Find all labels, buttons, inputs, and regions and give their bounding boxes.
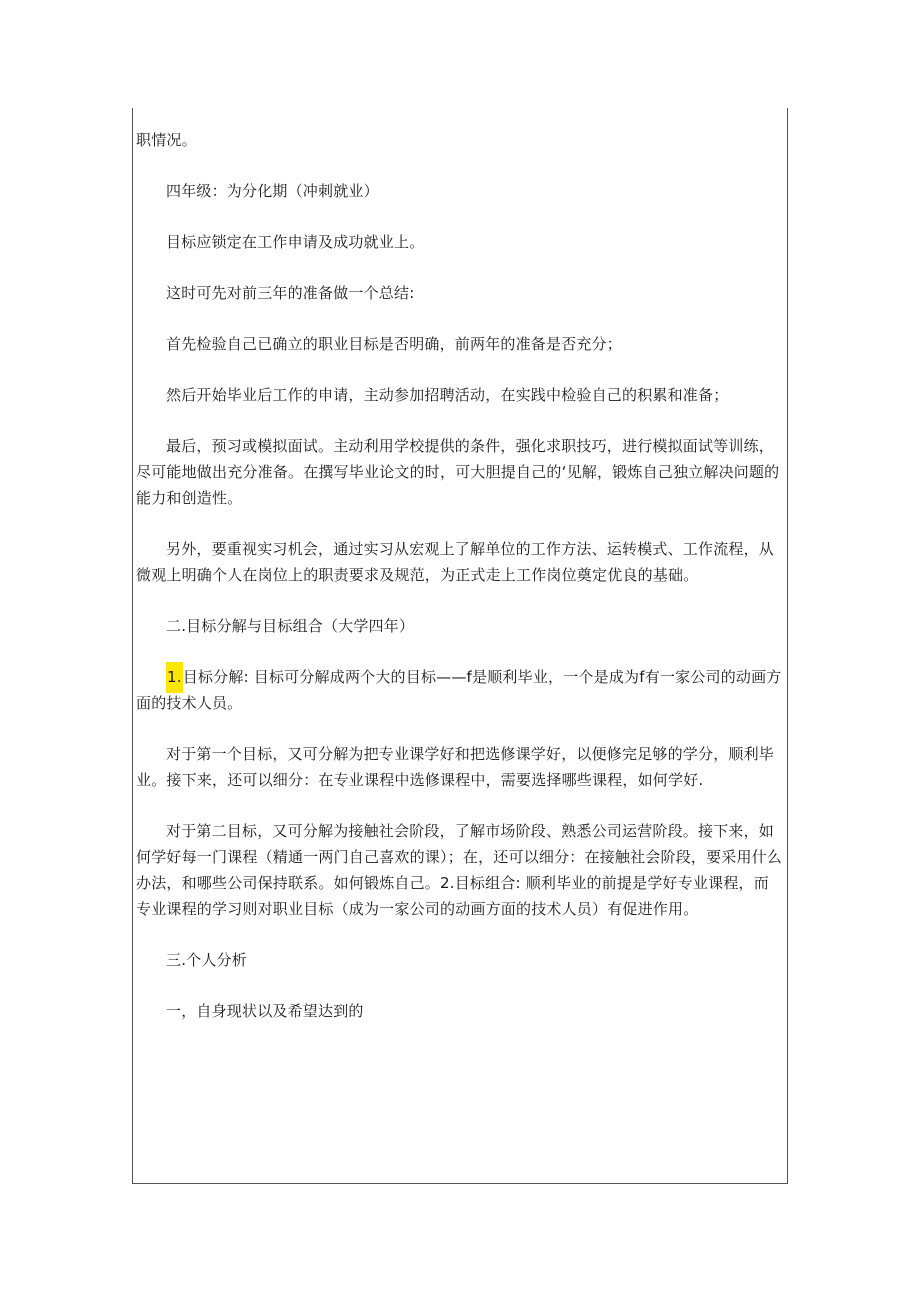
highlight-marker: 1.: [166, 662, 183, 693]
paragraph-section-heading: 三.个人分析: [166, 951, 247, 969]
paragraph: 目标应锁定在工作申请及成功就业上。: [166, 233, 425, 251]
paragraph-highlighted: [136, 664, 784, 716]
paragraph-continuation: 职情况。: [136, 131, 197, 149]
paragraph-text: 目标分解: 目标可分解成两个大的目标——f是顺利毕业，一个是成为f有一家公司的动画方面的技术人员。: [136, 668, 782, 712]
paragraph: 对于第二目标，又可分解为接触社会阶段，了解市场阶段、熟悉公司运营阶段。接下来，如何学好每一门课程（精通一两门自己喜欢的课）；在，还可以细分：在接触社会阶段，要采用什么办法，和哪些公司保持联系。如何锻炼自己。2.目标组合: 顺利毕业的前提是学好专业课程，而专业课程的学习则对职业目标（成为一家公司的动画方面的技术人员）有促进作用。: [136, 822, 783, 918]
paragraph: 首先检验自己已确立的职业目标是否明确，前两年的准备是否充分；: [166, 335, 623, 353]
paragraph: 另外，要重视实习机会，通过实习从宏观上了解单位的工作方法、运转模式、工作流程，从微观上明确个人在岗位上的职责要求及规范，为正式走上工作岗位奠定优良的基础。: [136, 540, 775, 584]
paragraph: 这时可先对前三年的准备做一个总结:: [166, 284, 415, 302]
paragraph-subheading: 一，自身现状以及希望达到的: [166, 1002, 364, 1020]
paragraph: 然后开始毕业后工作的申请，主动参加招聘活动，在实践中检验自己的积累和准备；: [166, 386, 729, 404]
paragraph-section-heading: 二.目标分解与目标组合（大学四年）: [166, 617, 415, 635]
paragraph: 最后，预习或模拟面试。主动利用学校提供的条件，强化求职技巧，进行模拟面试等训练，尽可能地做出充分准备。在撰写毕业论文的时，可大胆提自己的‘见解，锻炼自己独立解决问题的能力和创造性。: [136, 437, 780, 507]
document-body: [136, 127, 784, 1024]
paragraph-section-heading: 四年级：为分化期（冲刺就业）: [166, 182, 379, 200]
paragraph: 对于第一个目标，又可分解为把专业课学好和把选修课学好，以便修完足够的学分，顺利毕业。接下来，还可以细分：在专业课程中选修课程中，需要选择哪些课程，如何学好.: [136, 745, 775, 789]
